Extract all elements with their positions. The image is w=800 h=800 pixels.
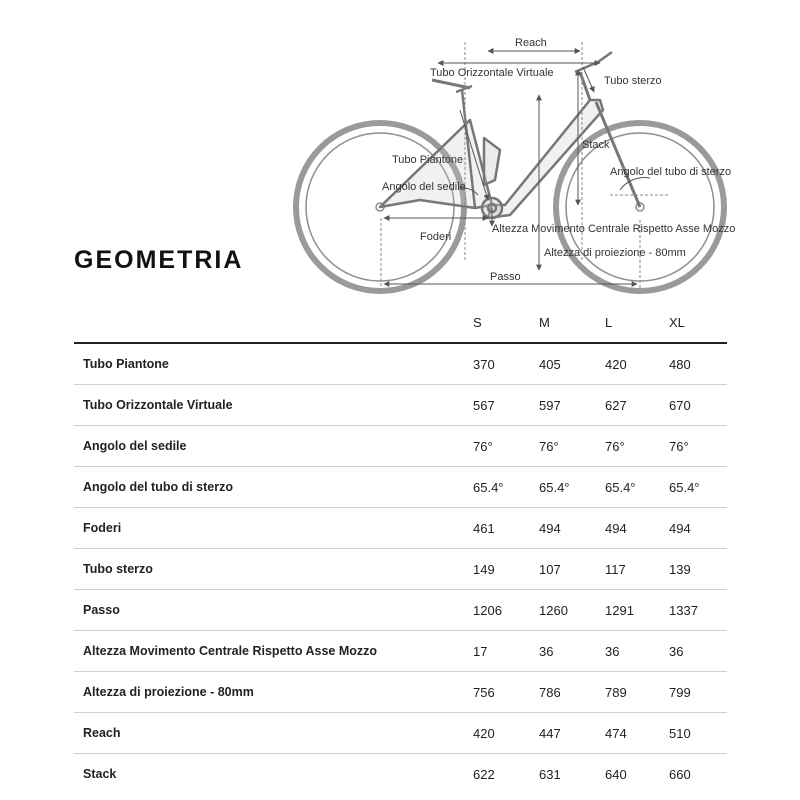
size-header-l: L <box>605 302 669 343</box>
cell-size-s: 65.4° <box>473 467 539 508</box>
cell-size-l: 76° <box>605 426 669 467</box>
cell-size-l: 494 <box>605 508 669 549</box>
label-reach: Reach <box>515 37 547 49</box>
label-altezza-movimento-centrale: Altezza Movimento Centrale Rispetto Asse Mozzo <box>492 223 736 235</box>
size-header-xl: XL <box>669 302 727 343</box>
table-row <box>74 385 727 426</box>
cell-size-s: 420 <box>473 713 539 754</box>
cell-size-xl: 139 <box>669 549 727 590</box>
label-foderi: Foderi <box>420 231 452 243</box>
cell-size-m: 1260 <box>539 590 605 631</box>
row-label: Tubo sterzo <box>74 549 473 590</box>
label-tubo-piantone: Tubo Piantone <box>392 154 464 166</box>
cell-size-s: 76° <box>473 426 539 467</box>
table-row <box>74 343 727 385</box>
cell-size-s: 1206 <box>473 590 539 631</box>
cell-size-m: 494 <box>539 508 605 549</box>
cell-size-xl: 494 <box>669 508 727 549</box>
table-row <box>74 672 727 713</box>
row-label: Tubo Piantone <box>74 343 473 385</box>
label-altezza-proiezione: Altezza di proiezione - 80mm <box>544 247 686 259</box>
size-header-s: S <box>473 302 539 343</box>
cell-size-s: 756 <box>473 672 539 713</box>
table-row <box>74 631 727 672</box>
cell-size-xl: 799 <box>669 672 727 713</box>
label-passo: Passo <box>490 271 521 283</box>
cell-size-l: 36 <box>605 631 669 672</box>
cell-size-s: 17 <box>473 631 539 672</box>
cell-size-m: 631 <box>539 766 561 782</box>
cell-size-l: 1291 <box>605 590 669 631</box>
table-header-row <box>74 302 727 343</box>
table-row <box>74 426 727 467</box>
row-label: Tubo Orizzontale Virtuale <box>74 385 473 426</box>
cell-size-xl: 76° <box>669 426 727 467</box>
row-label: Angolo del tubo di sterzo <box>74 467 473 508</box>
row-label: Foderi <box>74 508 473 549</box>
cell-size-m: 65.4° <box>539 467 605 508</box>
row-label: Stack <box>83 767 117 781</box>
table-row <box>74 713 727 754</box>
label-stack: Stack <box>582 139 610 151</box>
cell-size-xl: 480 <box>669 343 727 385</box>
cell-size-m: 447 <box>539 713 605 754</box>
table-row <box>74 549 727 590</box>
cell-size-m: 107 <box>539 549 605 590</box>
row-label: Passo <box>74 590 473 631</box>
row-label: Angolo del sedile <box>74 426 473 467</box>
cell-size-l: 117 <box>605 549 669 590</box>
geometry-table-body <box>74 343 727 794</box>
size-header-m: M <box>539 302 605 343</box>
cell-size-s: 461 <box>473 508 539 549</box>
cell-size-m: 597 <box>539 385 605 426</box>
row-label: Altezza di proiezione - 80mm <box>74 672 473 713</box>
table-row <box>74 467 727 508</box>
cell-size-m: 36 <box>539 631 605 672</box>
header-spacer <box>74 302 473 343</box>
label-tubo-sterzo: Tubo sterzo <box>604 75 662 87</box>
cell-size-l: 789 <box>605 672 669 713</box>
cell-size-s: 567 <box>473 385 539 426</box>
cell-size-m: 786 <box>539 672 605 713</box>
cell-size-xl: 1337 <box>669 590 727 631</box>
cell-size-s: 149 <box>473 549 539 590</box>
label-angolo-tubo-sterzo: Angolo del tubo di sterzo <box>610 166 732 178</box>
cell-size-xl: 510 <box>669 713 727 754</box>
label-angolo-sedile: Angolo del sedile <box>382 181 466 193</box>
cell-size-s: 622 <box>473 766 495 782</box>
table-row <box>74 590 727 631</box>
row-label: Reach <box>74 713 473 754</box>
row-label: Altezza Movimento Centrale Rispetto Asse Mozzo <box>74 631 473 672</box>
cell-size-xl: 670 <box>669 385 727 426</box>
cell-size-l: 640 <box>605 766 627 782</box>
cell-size-s: 370 <box>473 343 539 385</box>
cell-size-l: 420 <box>605 343 669 385</box>
cell-size-xl: 65.4° <box>669 467 727 508</box>
cell-size-xl: 660 <box>669 766 691 782</box>
label-tubo-orizzontale-virtuale: Tubo Orizzontale Virtuale <box>430 67 554 79</box>
page-title: GEOMETRIA <box>74 246 244 274</box>
cell-size-xl: 36 <box>669 631 727 672</box>
cell-size-l: 474 <box>605 713 669 754</box>
table-row <box>74 754 727 795</box>
cell-size-m: 76° <box>539 426 605 467</box>
table-row <box>74 508 727 549</box>
geometry-table <box>74 302 727 794</box>
cell-size-l: 65.4° <box>605 467 669 508</box>
cell-size-m: 405 <box>539 343 605 385</box>
cell-size-l: 627 <box>605 385 669 426</box>
